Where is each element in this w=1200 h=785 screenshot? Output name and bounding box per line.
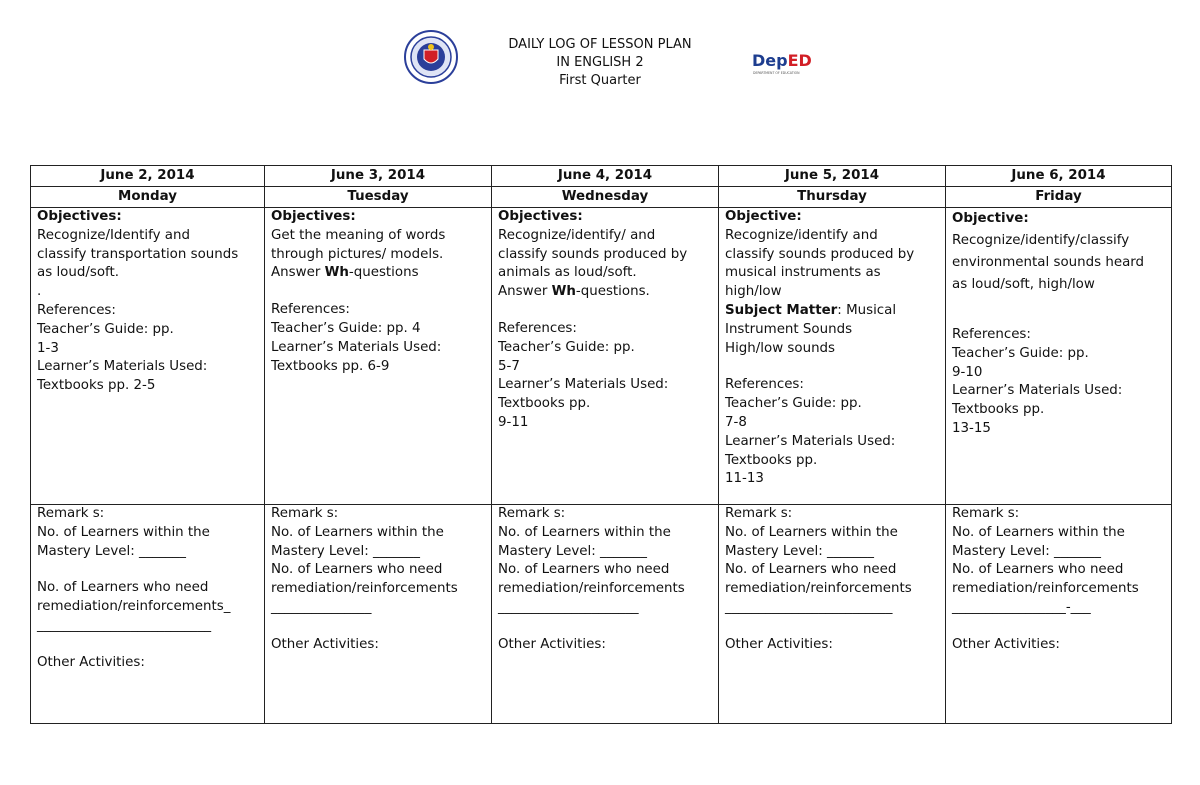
objective-line: high/low [725, 284, 782, 300]
subject-label: Subject Matter [725, 302, 838, 318]
title-line-1: DAILY LOG OF LESSON PLAN [508, 37, 692, 52]
remarks-line: Other Activities: [952, 636, 1060, 652]
objective-line: classify sounds produced by [498, 246, 688, 262]
answer-bold: Wh [324, 265, 349, 281]
reference-line: Textbooks pp. [952, 402, 1045, 418]
objective-line: Recognize/identify and [725, 227, 878, 243]
thursday-remarks-cell [719, 505, 946, 724]
objective-label: Objectives: [271, 209, 356, 224]
remarks-label: Remark s: [271, 506, 339, 521]
remarks-line: Mastery Level: _______ [725, 543, 874, 559]
day-cell: Wednesday [492, 187, 719, 208]
objective-line: classify transportation sounds [37, 246, 239, 262]
reference-line: Learner’s Materials Used: [498, 377, 669, 393]
answer-bold: Wh [551, 284, 576, 300]
remarks-line [498, 618, 714, 636]
deped-logo-text: DepED [752, 51, 812, 70]
title-block [470, 36, 730, 90]
remarks-line: No. of Learners within the [498, 524, 671, 540]
objective-line: animals as loud/soft. [498, 265, 637, 281]
subject-line [725, 302, 941, 321]
objective-line: classify sounds produced by [725, 246, 915, 262]
reference-line: 5-7 [498, 358, 520, 374]
remarks-line: No. of Learners within the [37, 524, 210, 540]
objective-line: Recognize/identify/classify [952, 233, 1130, 248]
remarks-label: Remark s: [37, 506, 105, 521]
day-row [31, 187, 1172, 208]
remarks-line: No. of Learners who need [271, 562, 443, 578]
remarks-line: Mastery Level: _______ [271, 543, 420, 559]
remarks-line: No. of Learners who need [498, 562, 670, 578]
tuesday-remarks-cell [265, 505, 492, 724]
subject-line: High/low sounds [725, 340, 836, 356]
answer-line [271, 264, 487, 283]
date-cell: June 4, 2014 [492, 166, 719, 187]
references-label: References: [498, 320, 577, 336]
date-row [31, 166, 1172, 187]
remarks-line: Mastery Level: _______ [498, 543, 647, 559]
lesson-plan-table [30, 165, 1172, 724]
reference-line: 11-13 [725, 471, 764, 487]
reference-line: Teacher’s Guide: pp. [725, 396, 862, 412]
reference-line: Teacher’s Guide: pp. 4 [271, 320, 421, 336]
day-cell: Monday [31, 187, 265, 208]
remarks-line: Other Activities: [725, 636, 833, 652]
remarks-line: _________________________ [725, 599, 893, 615]
references-label: References: [952, 327, 1031, 342]
answer-suffix: -questions. [575, 284, 650, 300]
deped-seal-icon [404, 30, 458, 84]
reference-line: Textbooks pp. [498, 396, 591, 412]
objectives-row [31, 208, 1172, 505]
day-cell: Tuesday [265, 187, 492, 208]
remarks-line: Other Activities: [498, 636, 606, 652]
remarks-line: Mastery Level: _______ [37, 543, 186, 559]
friday-references [952, 296, 1167, 439]
reference-line: Learner’s Materials Used: [952, 383, 1123, 399]
objective-line: . [37, 284, 42, 300]
objective-label: Objectives: [498, 209, 583, 224]
subject-line: Instrument Sounds [725, 321, 853, 337]
remarks-label: Remark s: [725, 506, 793, 521]
remarks-line: remediation/reinforcements_ [37, 599, 231, 615]
remarks-line: No. of Learners within the [725, 524, 898, 540]
reference-line: Learner’s Materials Used: [725, 433, 896, 449]
reference-line: 9-11 [498, 414, 529, 430]
reference-line: Teacher’s Guide: pp. [37, 321, 174, 337]
thursday-objectives-cell [719, 208, 946, 505]
day-cell: Friday [946, 187, 1172, 208]
spacer [271, 283, 487, 301]
reference-line: Teacher’s Guide: pp. [498, 339, 635, 355]
objective-line: as loud/soft, high/low [952, 277, 1095, 292]
friday-remarks-cell [946, 505, 1172, 724]
wednesday-remarks-cell [492, 505, 719, 724]
friday-objectives-cell [946, 208, 1172, 505]
remarks-line: remediation/reinforcements [271, 581, 458, 597]
remarks-row [31, 505, 1172, 724]
deped-logo [751, 48, 815, 78]
title-line-3: First Quarter [559, 73, 641, 88]
document-header [0, 30, 1200, 90]
reference-line: Teacher’s Guide: pp. [952, 345, 1089, 361]
date-cell: June 6, 2014 [946, 166, 1172, 187]
monday-remarks-cell [31, 505, 265, 724]
objective-line: Recognize/identify/ and [498, 227, 656, 243]
reference-line: 7-8 [725, 414, 747, 430]
answer-prefix: Answer [271, 265, 325, 281]
objective-label: Objectives: [37, 209, 122, 224]
answer-line [498, 283, 714, 302]
remarks-line: No. of Learners who need [952, 562, 1124, 578]
spacer [725, 358, 941, 376]
remarks-line: Other Activities: [37, 654, 145, 670]
reference-line: Textbooks pp. 6-9 [271, 358, 390, 374]
remarks-line: No. of Learners who need [725, 562, 897, 578]
objective-line: Recognize/Identify and [37, 227, 190, 243]
references-label: References: [271, 302, 350, 318]
remarks-line: Mastery Level: _______ [952, 543, 1101, 559]
remarks-line: _________________-___ [952, 599, 1091, 615]
objective-line: musical instruments as [725, 265, 881, 281]
spacer [952, 296, 1167, 326]
wednesday-objectives-cell [492, 208, 719, 505]
remarks-label: Remark s: [952, 506, 1020, 521]
remarks-line: __________________________ [37, 617, 212, 633]
remarks-line [271, 618, 487, 636]
objective-line: Get the meaning of words [271, 227, 446, 243]
monday-objectives-cell [31, 208, 265, 505]
date-cell: June 2, 2014 [31, 166, 265, 187]
references-label: References: [725, 377, 804, 393]
answer-prefix: Answer [498, 284, 552, 300]
answer-suffix: -questions [348, 265, 419, 281]
spacer [498, 302, 714, 320]
reference-line: 1-3 [37, 340, 59, 356]
day-cell: Thursday [719, 187, 946, 208]
objective-label: Objective: [725, 209, 802, 224]
remarks-line: No. of Learners who need [37, 580, 209, 596]
remarks-line: _______________ [271, 599, 372, 615]
objective-line: through pictures/ models. [271, 246, 444, 262]
objective-line: as loud/soft. [37, 265, 120, 281]
remarks-line: No. of Learners within the [952, 524, 1125, 540]
reference-line: Textbooks pp. 2-5 [37, 378, 156, 394]
references-label: References: [37, 302, 116, 318]
remarks-line: remediation/reinforcements [952, 581, 1139, 597]
remarks-line [37, 636, 260, 654]
reference-line: 13-15 [952, 420, 991, 436]
remarks-line: No. of Learners within the [271, 524, 444, 540]
remarks-line [725, 618, 941, 636]
date-cell: June 5, 2014 [719, 166, 946, 187]
remarks-line: _____________________ [498, 599, 639, 615]
objective-label: Objective: [952, 211, 1029, 226]
objective-line: environmental sounds heard [952, 255, 1145, 270]
reference-line: 9-10 [952, 364, 983, 380]
subject-first: : Musical [837, 302, 897, 318]
title-line-2: IN ENGLISH 2 [556, 55, 644, 70]
remarks-line: remediation/reinforcements [725, 581, 912, 597]
remarks-line [37, 561, 260, 579]
date-cell: June 3, 2014 [265, 166, 492, 187]
reference-line: Learner’s Materials Used: [37, 359, 208, 375]
remarks-label: Remark s: [498, 506, 566, 521]
remarks-line: Other Activities: [271, 636, 379, 652]
reference-line: Learner’s Materials Used: [271, 339, 442, 355]
reference-line: Textbooks pp. [725, 452, 818, 468]
tuesday-objectives-cell [265, 208, 492, 505]
remarks-line [952, 618, 1167, 636]
remarks-line: remediation/reinforcements [498, 581, 685, 597]
deped-logo-subtext: DEPARTMENT OF EDUCATION [753, 71, 800, 75]
